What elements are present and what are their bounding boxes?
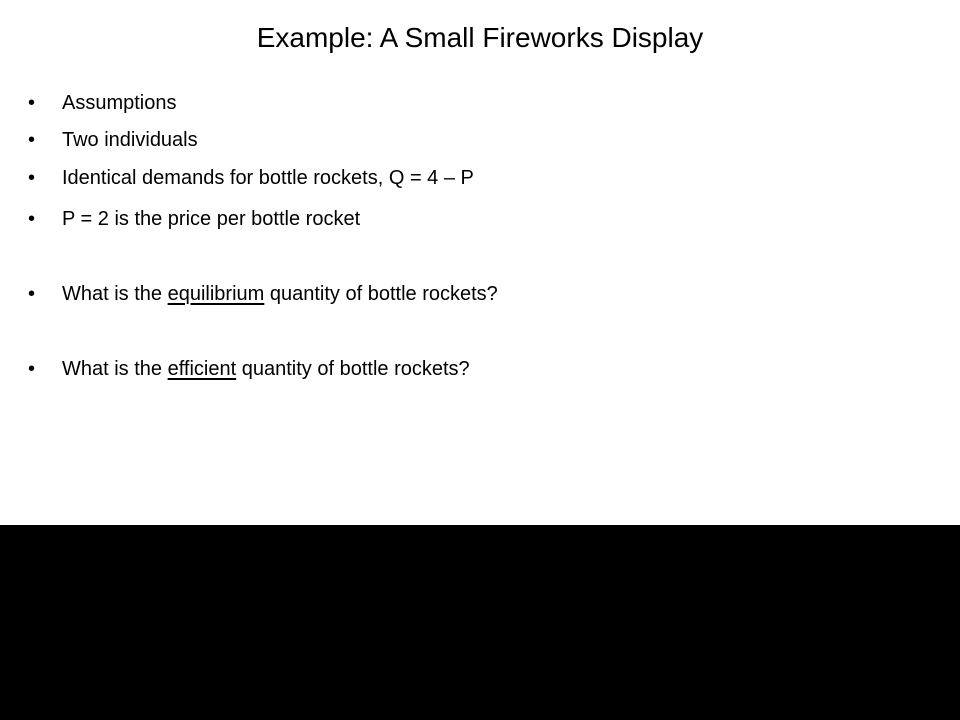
question-prefix: What is the	[62, 283, 168, 305]
bullet-assumptions	[28, 88, 928, 118]
bullet-point: •	[28, 129, 36, 151]
black-band	[0, 525, 960, 720]
underlined-term: equilibrium	[167, 283, 265, 305]
bullet-text	[62, 354, 470, 384]
bullet-demands	[28, 163, 928, 193]
bullet-price	[28, 204, 928, 234]
bullet-efficient-question	[28, 354, 928, 384]
bullet-point: •	[28, 358, 36, 380]
question-suffix: quantity of bottle rockets?	[236, 358, 470, 380]
bullet-text: Identical demands for bottle rockets, Q = 4 – P	[62, 167, 474, 189]
slide-title: Example: A Small Fireworks Display	[256, 22, 704, 53]
bullet-point: •	[28, 283, 36, 305]
bullet-two-individuals	[28, 125, 928, 155]
bullet-equilibrium-question	[28, 279, 928, 309]
bullet-text: Two individuals	[62, 129, 198, 151]
question-suffix: quantity of bottle rockets?	[264, 283, 498, 305]
bullet-point: •	[28, 208, 36, 230]
bullet-point: •	[28, 92, 36, 114]
bullet-point: •	[28, 167, 36, 189]
question-prefix: What is the	[62, 358, 168, 380]
bullet-text: P = 2 is the price per bottle rocket	[62, 208, 361, 230]
bullet-text: Assumptions	[62, 92, 177, 114]
underlined-term: efficient	[167, 358, 237, 380]
bullet-text	[62, 279, 498, 309]
